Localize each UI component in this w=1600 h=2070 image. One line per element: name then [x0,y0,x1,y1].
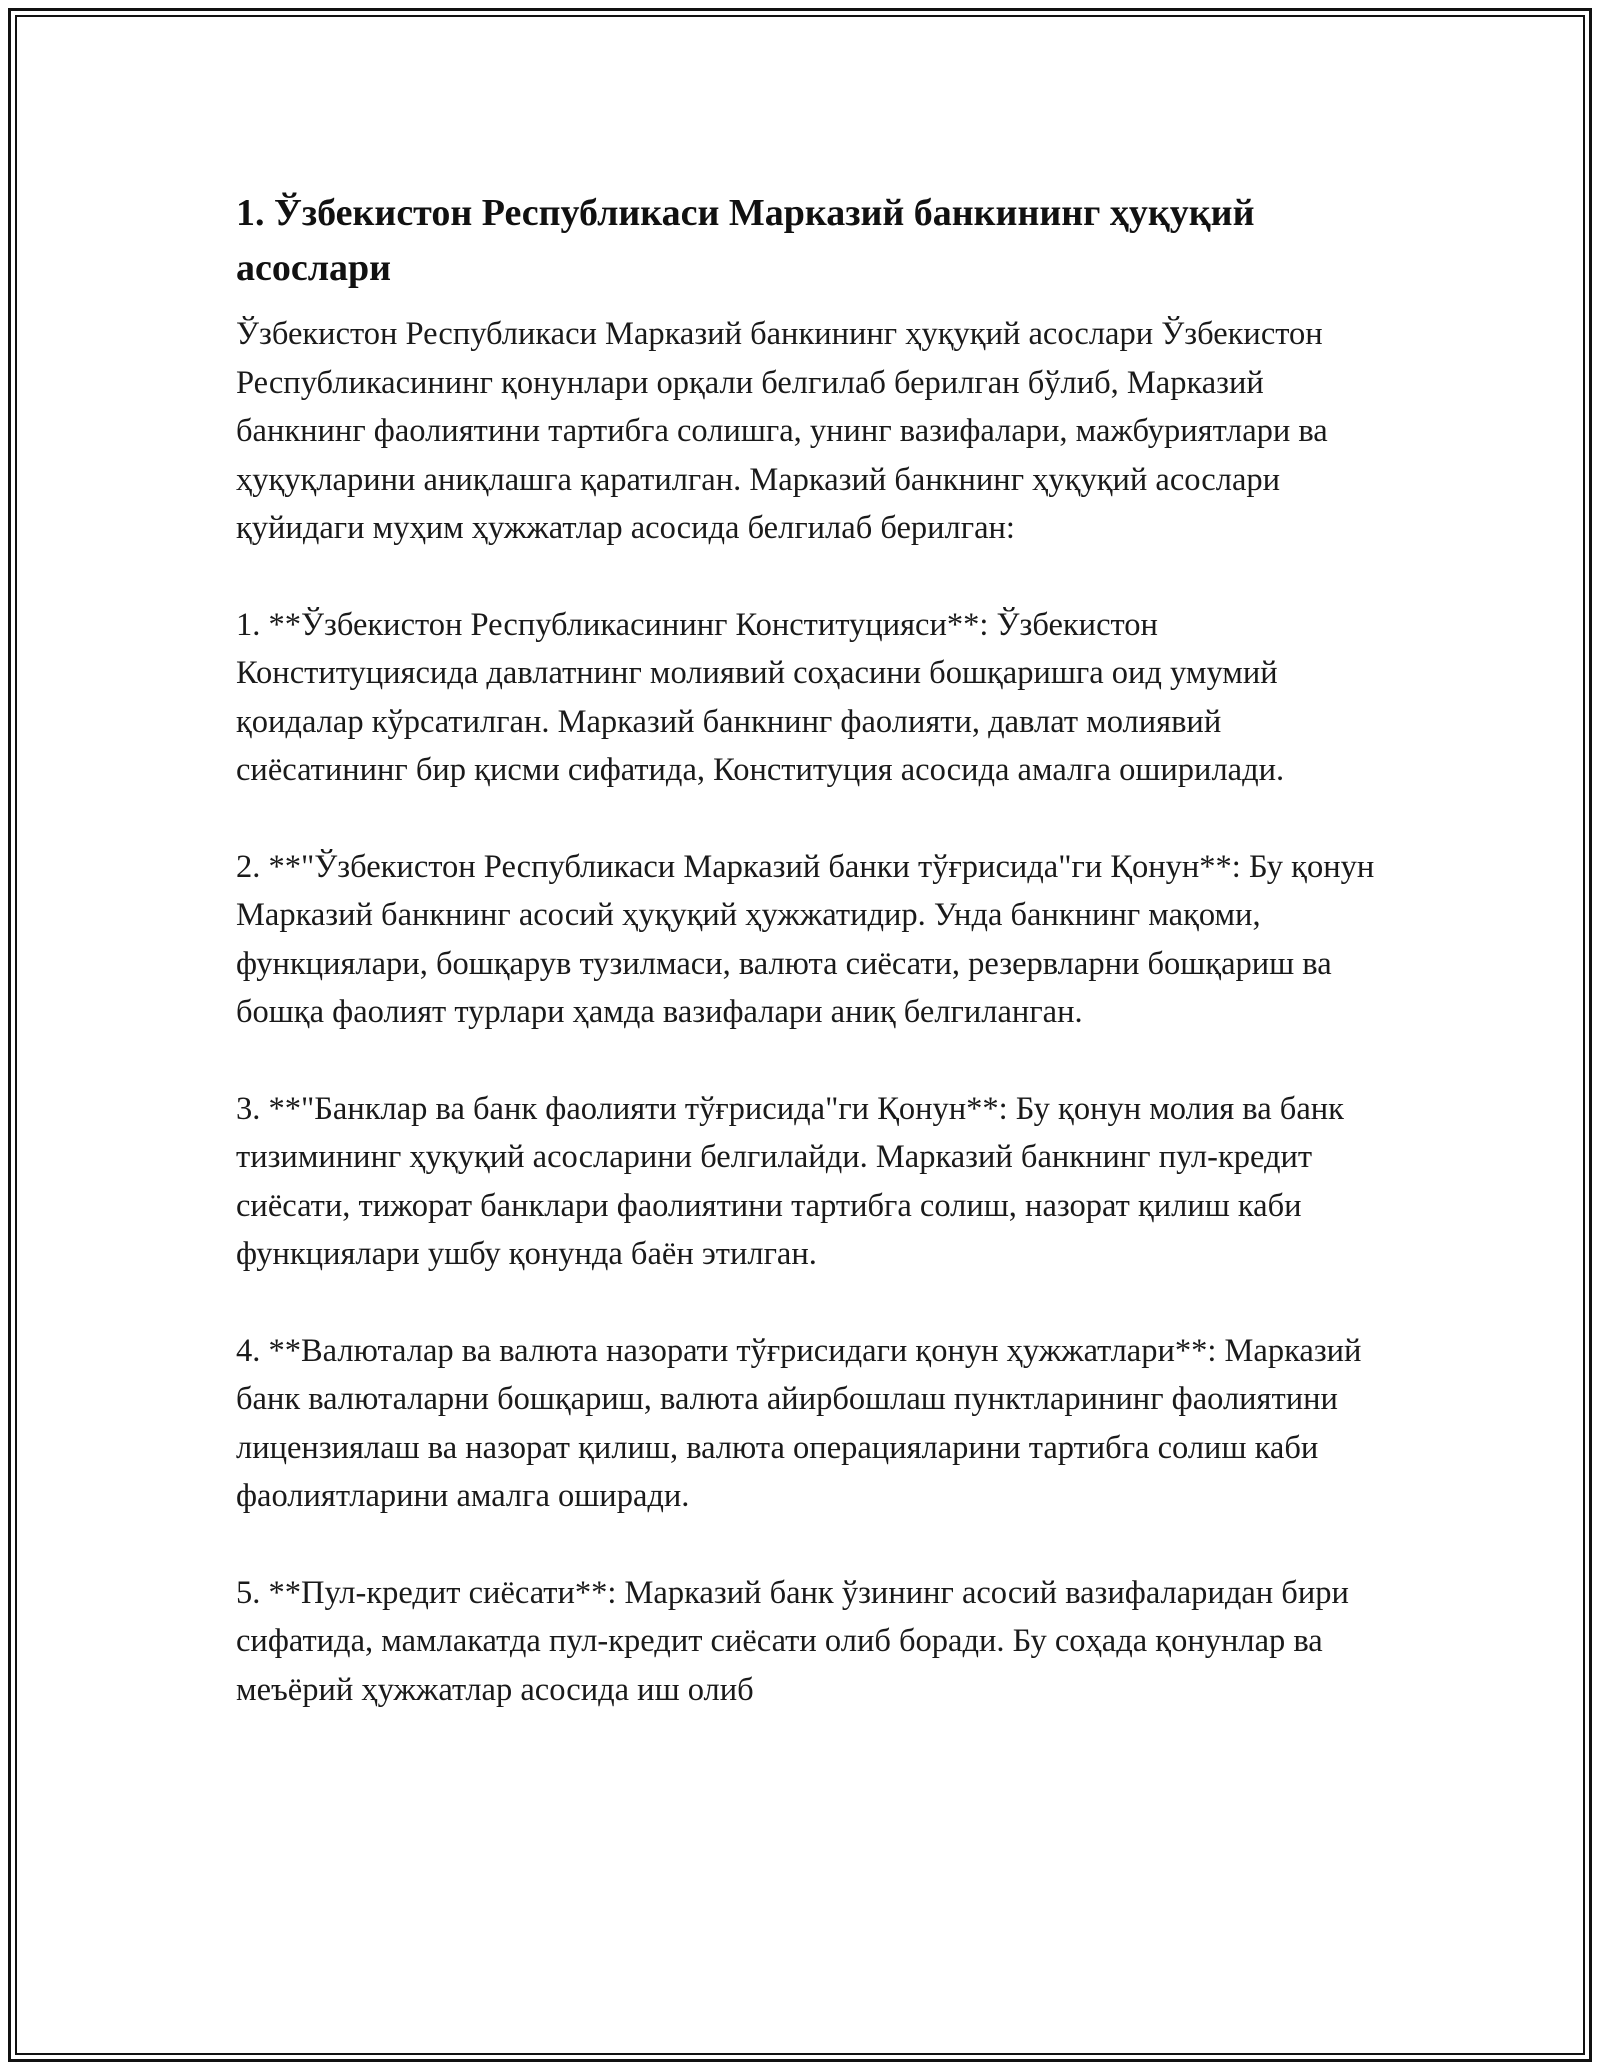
list-item-central-bank-law: 2. **"Ўзбекистон Республикаси Марказий банки тўғрисида"ги Қонун**: Бу қонун Марказий банкнинг асосий ҳуқуқий ҳужжатидир. Унда банкнинг мақоми, функциялари, бошқарув тузилмаси, валюта сиёсати, резервларни бошқариш ва бошқа фаолият турлари ҳамда вазифалари аниқ белгиланган. [236,848,1375,1030]
intro-paragraph: Ўзбекистон Республикаси Марказий банкининг ҳуқуқий асослари Ўзбекистон Республикасининг қонунлари орқали белгилаб берилган бўлиб, Марказий банкнинг фаолиятини тартибга солишга, унинг вазифалари, мажбуриятлари ва ҳуқуқларини аниқлашга қаратилган. Марказий банкнинг ҳуқуқий асослари қуйидаги муҳим ҳужжатлар асосида белгилаб берилган: [236,316,1328,546]
list-item-monetary-policy: 5. **Пул-кредит сиёсати**: Марказий банк ўзининг асосий вазифаларидан бири сифатида, мамлакатда пул-кредит сиёсати олиб боради. Бу соҳада қонунлар ва меъёрий ҳужжатлар асосида иш олиб [236,1574,1349,1708]
document-body [236,186,1386,1714]
list-item-constitution: 1. **Ўзбекистон Республикасининг Конституцияси**: Ўзбекистон Конституциясида давлатнинг молиявий соҳасини бошқаришга оид умумий қоидалар кўрсатилган. Марказий банкнинг фаолияти, давлат молиявий сиёсатининг бир қисми сифатида, Конституция асосида амалга оширилади. [236,606,1285,788]
section-heading: 1. Ўзбекистон Республикаси Марказий банкининг ҳуқуқий асослари [236,192,1255,289]
list-item-currency-regulation: 4. **Валюталар ва валюта назорати тўғрисидаги қонун ҳужжатлари**: Марказий банк валюталарни бошқариш, валюта айирбошлаш пунктларининг фаолиятини лицензиялаш ва назорат қилиш, валюта операцияларини тартибга солиш каби фаолиятларини амалга оширади. [236,1332,1362,1514]
list-item-banks-law: 3. **"Банклар ва банк фаолияти тўғрисида"ги Қонун**: Бу қонун молия ва банк тизимининг ҳуқуқий асосларини белгилайди. Марказий банкнинг пул-кредит сиёсати, тижорат банклари фаолиятини тартибга солиш, назорат қилиш каби функциялари ушбу қонунда баён этилган. [236,1090,1344,1272]
